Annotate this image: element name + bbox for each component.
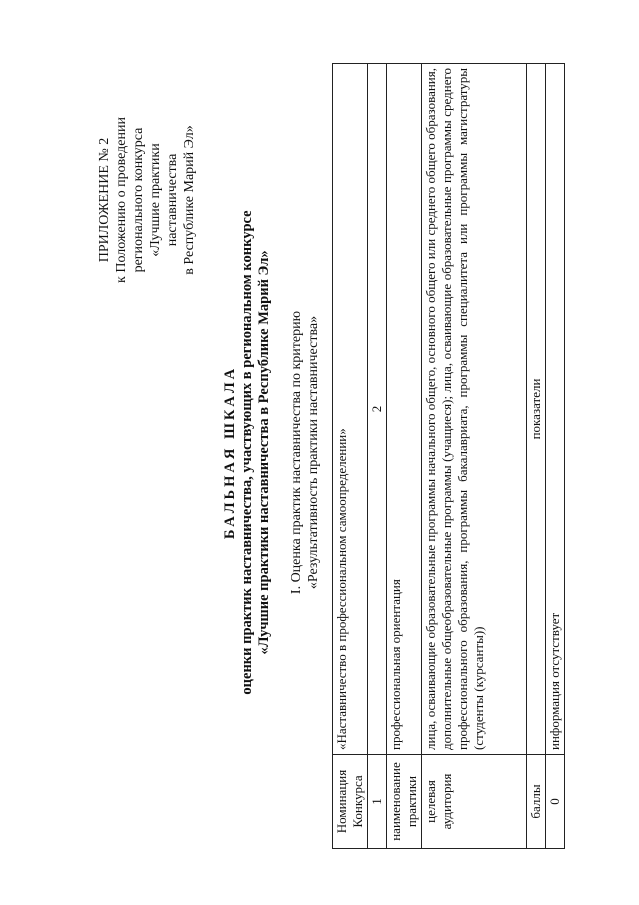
title-line: оценки практик наставничества, участвующих в региональном конкурсе — [239, 210, 255, 695]
indicators-header: показатели — [527, 64, 546, 755]
nomination-value: «Наставничество в профессиональном самоопределении» — [333, 64, 368, 755]
nomination-label: Номинация Конкурса — [333, 755, 368, 849]
subtitle-line: I. Оценка практик наставничества по критерию — [289, 310, 304, 595]
appendix-line: «Лучшие практики — [148, 143, 163, 257]
appendix-line: к Положению о проведении — [114, 117, 129, 283]
appendix-line: ПРИЛОЖЕНИЕ № 2 — [97, 137, 112, 263]
scoring-table — [332, 63, 565, 849]
appendix-line: наставничества — [165, 153, 180, 247]
table-row — [368, 64, 387, 849]
title-line: «Лучшие практики наставничества в Республике Марий Эл» — [256, 250, 272, 655]
section-subtitle — [288, 0, 322, 905]
points-value: 0 — [546, 755, 565, 849]
appendix-header — [96, 95, 198, 305]
table-row — [527, 64, 546, 849]
document-title — [222, 0, 273, 905]
appendix-line: в Республике Марий Эл» — [182, 125, 197, 275]
appendix-line: регионального конкурса — [131, 127, 146, 273]
target-audience-value: лица, осваивающие образовательные программы начального общего, основного общего или среднего общего образования, дополнительные общеобразовательные программы (учащиеся); лица, осваивающие образовательные программы среднего профессионального образования, программы бакалавриата, программы специалитета или программы магистратуры (студенты (курсанты)) — [422, 64, 527, 755]
column-number-2: 2 — [368, 64, 387, 755]
practice-name-label: наименование практики — [387, 755, 422, 849]
table-row — [422, 64, 527, 849]
table-row — [387, 64, 422, 849]
subtitle-line: «Результативность практики наставничества» — [306, 315, 321, 590]
practice-name-value: профессиональная ориентация — [387, 64, 422, 755]
table-row — [333, 64, 368, 849]
table-row — [546, 64, 565, 849]
indicator-value: информация отсутствует — [546, 64, 565, 755]
target-audience-label: целевая аудитория — [422, 755, 527, 849]
column-number-1: 1 — [368, 755, 387, 849]
title-heading: БАЛЬНАЯ ШКАЛА — [222, 365, 238, 540]
points-header: баллы — [527, 755, 546, 849]
